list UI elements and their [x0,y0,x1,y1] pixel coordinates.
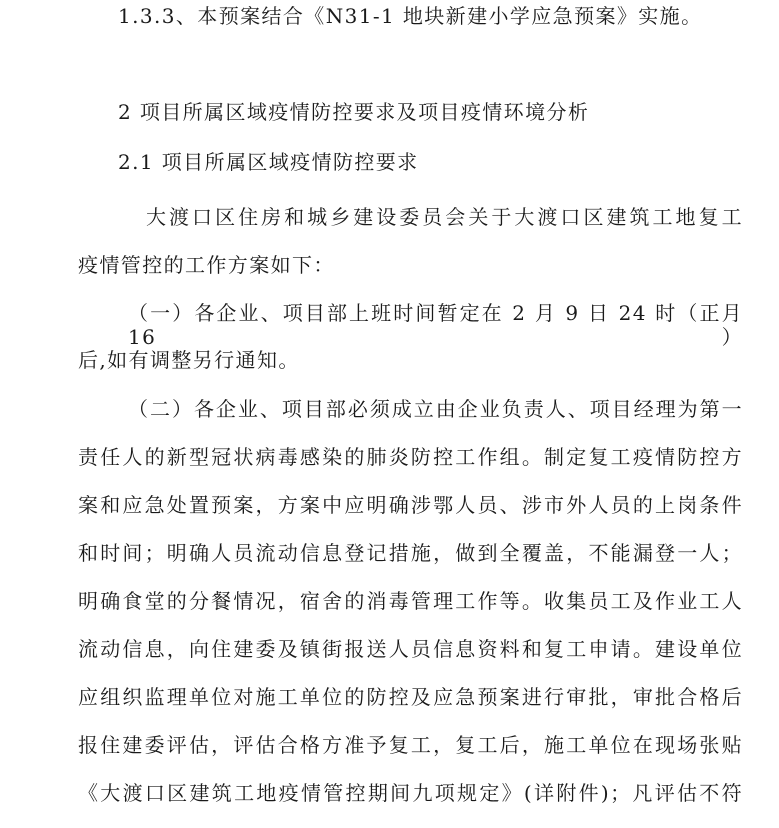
section-2-1-heading: 2.1 项目所属区域疫情防控要求 [118,150,419,174]
item-2-line-4: 和时间；明确人员流动信息登记措施，做到全覆盖，不能漏登一人； [78,541,743,565]
paragraph-intro-line-2: 疫情管控的工作方案如下： [78,253,335,277]
item-1-line-2: 后,如有调整另行通知。 [78,348,300,372]
section-2-heading: 2 项目所属区域疫情防控要求及项目疫情环境分析 [118,100,590,124]
paragraph-intro-line-1: 大渡口区住房和城乡建设委员会关于大渡口区建筑工地复工 [146,205,743,229]
item-2-line-5: 明确食堂的分餐情况，宿舍的消毒管理工作等。收集员工及作业工人 [78,589,743,613]
item-2-line-8: 报住建委评估，评估合格方准予复工，复工后，施工单位在现场张贴 [78,733,743,757]
item-1-line-1: （一）各企业、项目部上班时间暂定在 2 月 9 日 24 时（正月 16） [128,301,743,349]
item-2-line-9: 《大渡口区建筑工地疫情管控期间九项规定》(详附件)；凡评估不符 [78,781,743,805]
clause-1-3-3: 1.3.3、本预案结合《N31-1 地块新建小学应急预案》实施。 [118,4,703,28]
item-2-line-1: （二）各企业、项目部必须成立由企业负责人、项目经理为第一 [128,397,743,421]
item-2-line-7: 应组织监理单位对施工单位的防控及应急预案进行审批，审批合格后 [78,685,743,709]
item-2-line-6: 流动信息，向住建委及镇街报送人员信息资料和复工申请。建设单位 [78,637,743,661]
item-2-line-2: 责任人的新型冠状病毒感染的肺炎防控工作组。制定复工疫情防控方 [78,445,743,469]
item-2-line-3: 案和应急处置预案，方案中应明确涉鄂人员、涉市外人员的上岗条件 [78,493,743,517]
